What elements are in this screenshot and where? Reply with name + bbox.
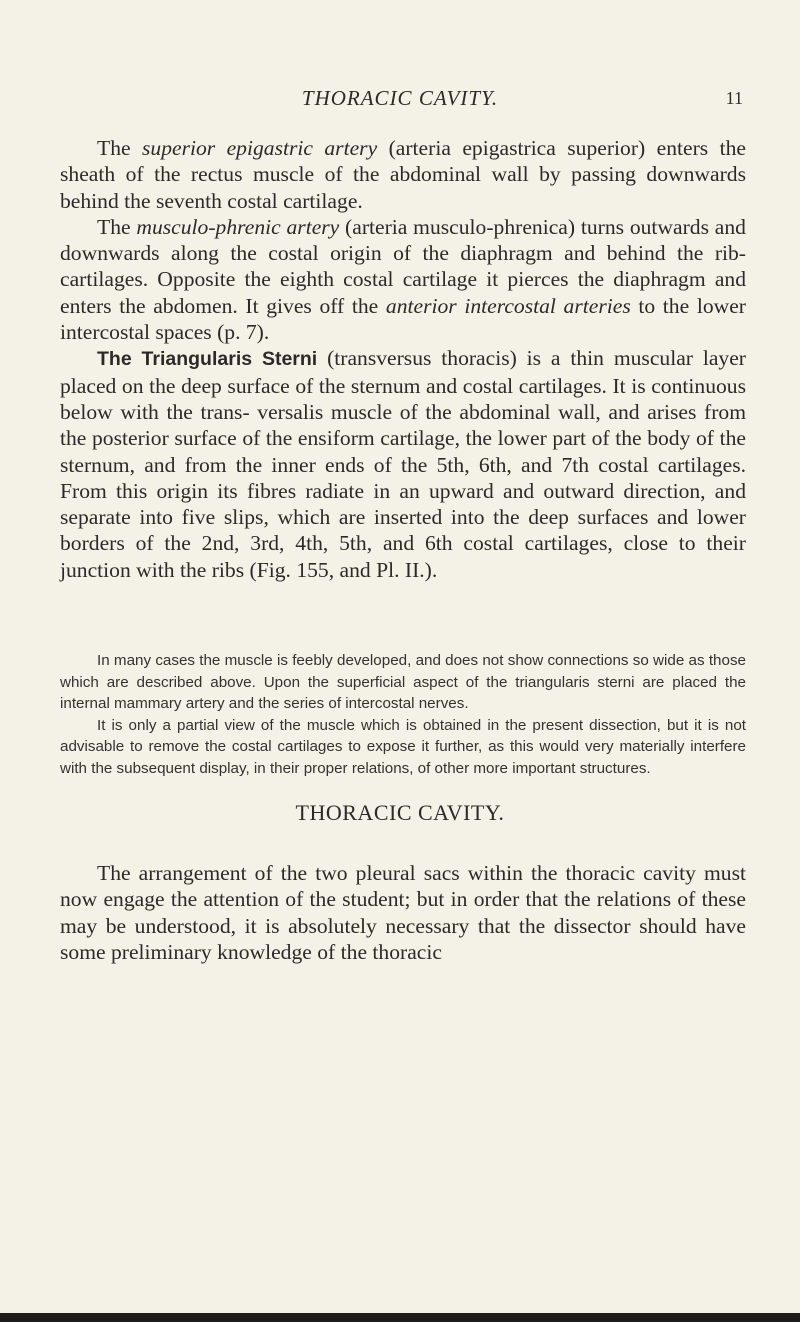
running-title: THORACIC CAVITY.	[301, 86, 499, 110]
paragraph-text: (arteria musculo-phrenica) turns outwards and downwards along the costal origin of the diaphragm and behind the rib-cartilages. Opposite the eighth costal cartilage it pierces the diaphragm and enters the abdomen. It gives off the	[60, 214, 746, 318]
note-paragraph: It is only a partial view of the muscle which is obtained in the present dissection, but it is not advisable to remove the costal cartilages to expose it further, as this would very materially interfere with the subsequent display, in their proper relations, of other more important structures.	[60, 716, 746, 777]
paragraph-text: (transversus thoracis) is a thin muscular layer placed on the deep surface of the sternum and costal cartilages. It is continuous below with the trans- versalis muscle of the abdominal wall, and arises from the posterior surface of the ensiform cartilage, the lower part of the body of the sternum, and from the inner ends of the 5th, 6th, and 7th costal cartilages. From this origin its fibres radiate in an upward and outward direction, and separate into five slips, which are inserted into the deep surfaces and lower borders of the 2nd, 3rd, 4th, 5th, and 6th costal cartilages, close to their junction with the ribs (Fig. 155, and Pl. II.).	[60, 346, 746, 582]
paragraph-musculo-phrenic	[60, 214, 746, 345]
paragraph-superior-epigastric	[60, 135, 746, 214]
paragraph-text: (arteria epigastrica superior) enters the sheath of the rectus muscle of the abdominal wall by passing downwards behind the seventh costal cartilage.	[60, 136, 747, 213]
paragraph-text: to the lower intercostal spaces (p. 7).	[60, 293, 746, 345]
paragraph-triangularis-sterni	[60, 345, 746, 583]
small-print-note	[60, 650, 746, 779]
section-text	[60, 860, 746, 965]
main-text	[60, 135, 746, 583]
term-musculo-phrenic-artery: musculo-phrenic artery	[136, 214, 340, 239]
note-paragraph: In many cases the muscle is feebly developed, and does not show connections so wide as those which are described above. Upon the superficial aspect of the triangularis sterni are placed the internal mammary artery and the series of intercostal nerves.	[60, 652, 746, 712]
term-triangularis-sterni: The Triangularis Sterni	[97, 348, 318, 371]
section-paragraph: The arrangement of the two pleural sacs within the thoracic cavity must now engage the attention of the student; but in order that the relations of these may be understood, it is absolutely necessary that the dissector should have some preliminary knowledge of the thoracic	[60, 861, 746, 964]
page-number: 11	[725, 88, 743, 108]
term-superior-epigastric-artery: superior epigastric artery	[142, 136, 378, 160]
page-bottom-edge	[0, 1313, 800, 1322]
paragraph-text: The	[97, 214, 137, 239]
term-anterior-intercostal-arteries: anterior intercostal arteries	[385, 293, 631, 318]
paragraph-text: The	[97, 136, 142, 160]
section-heading: THORACIC CAVITY.	[295, 800, 505, 825]
